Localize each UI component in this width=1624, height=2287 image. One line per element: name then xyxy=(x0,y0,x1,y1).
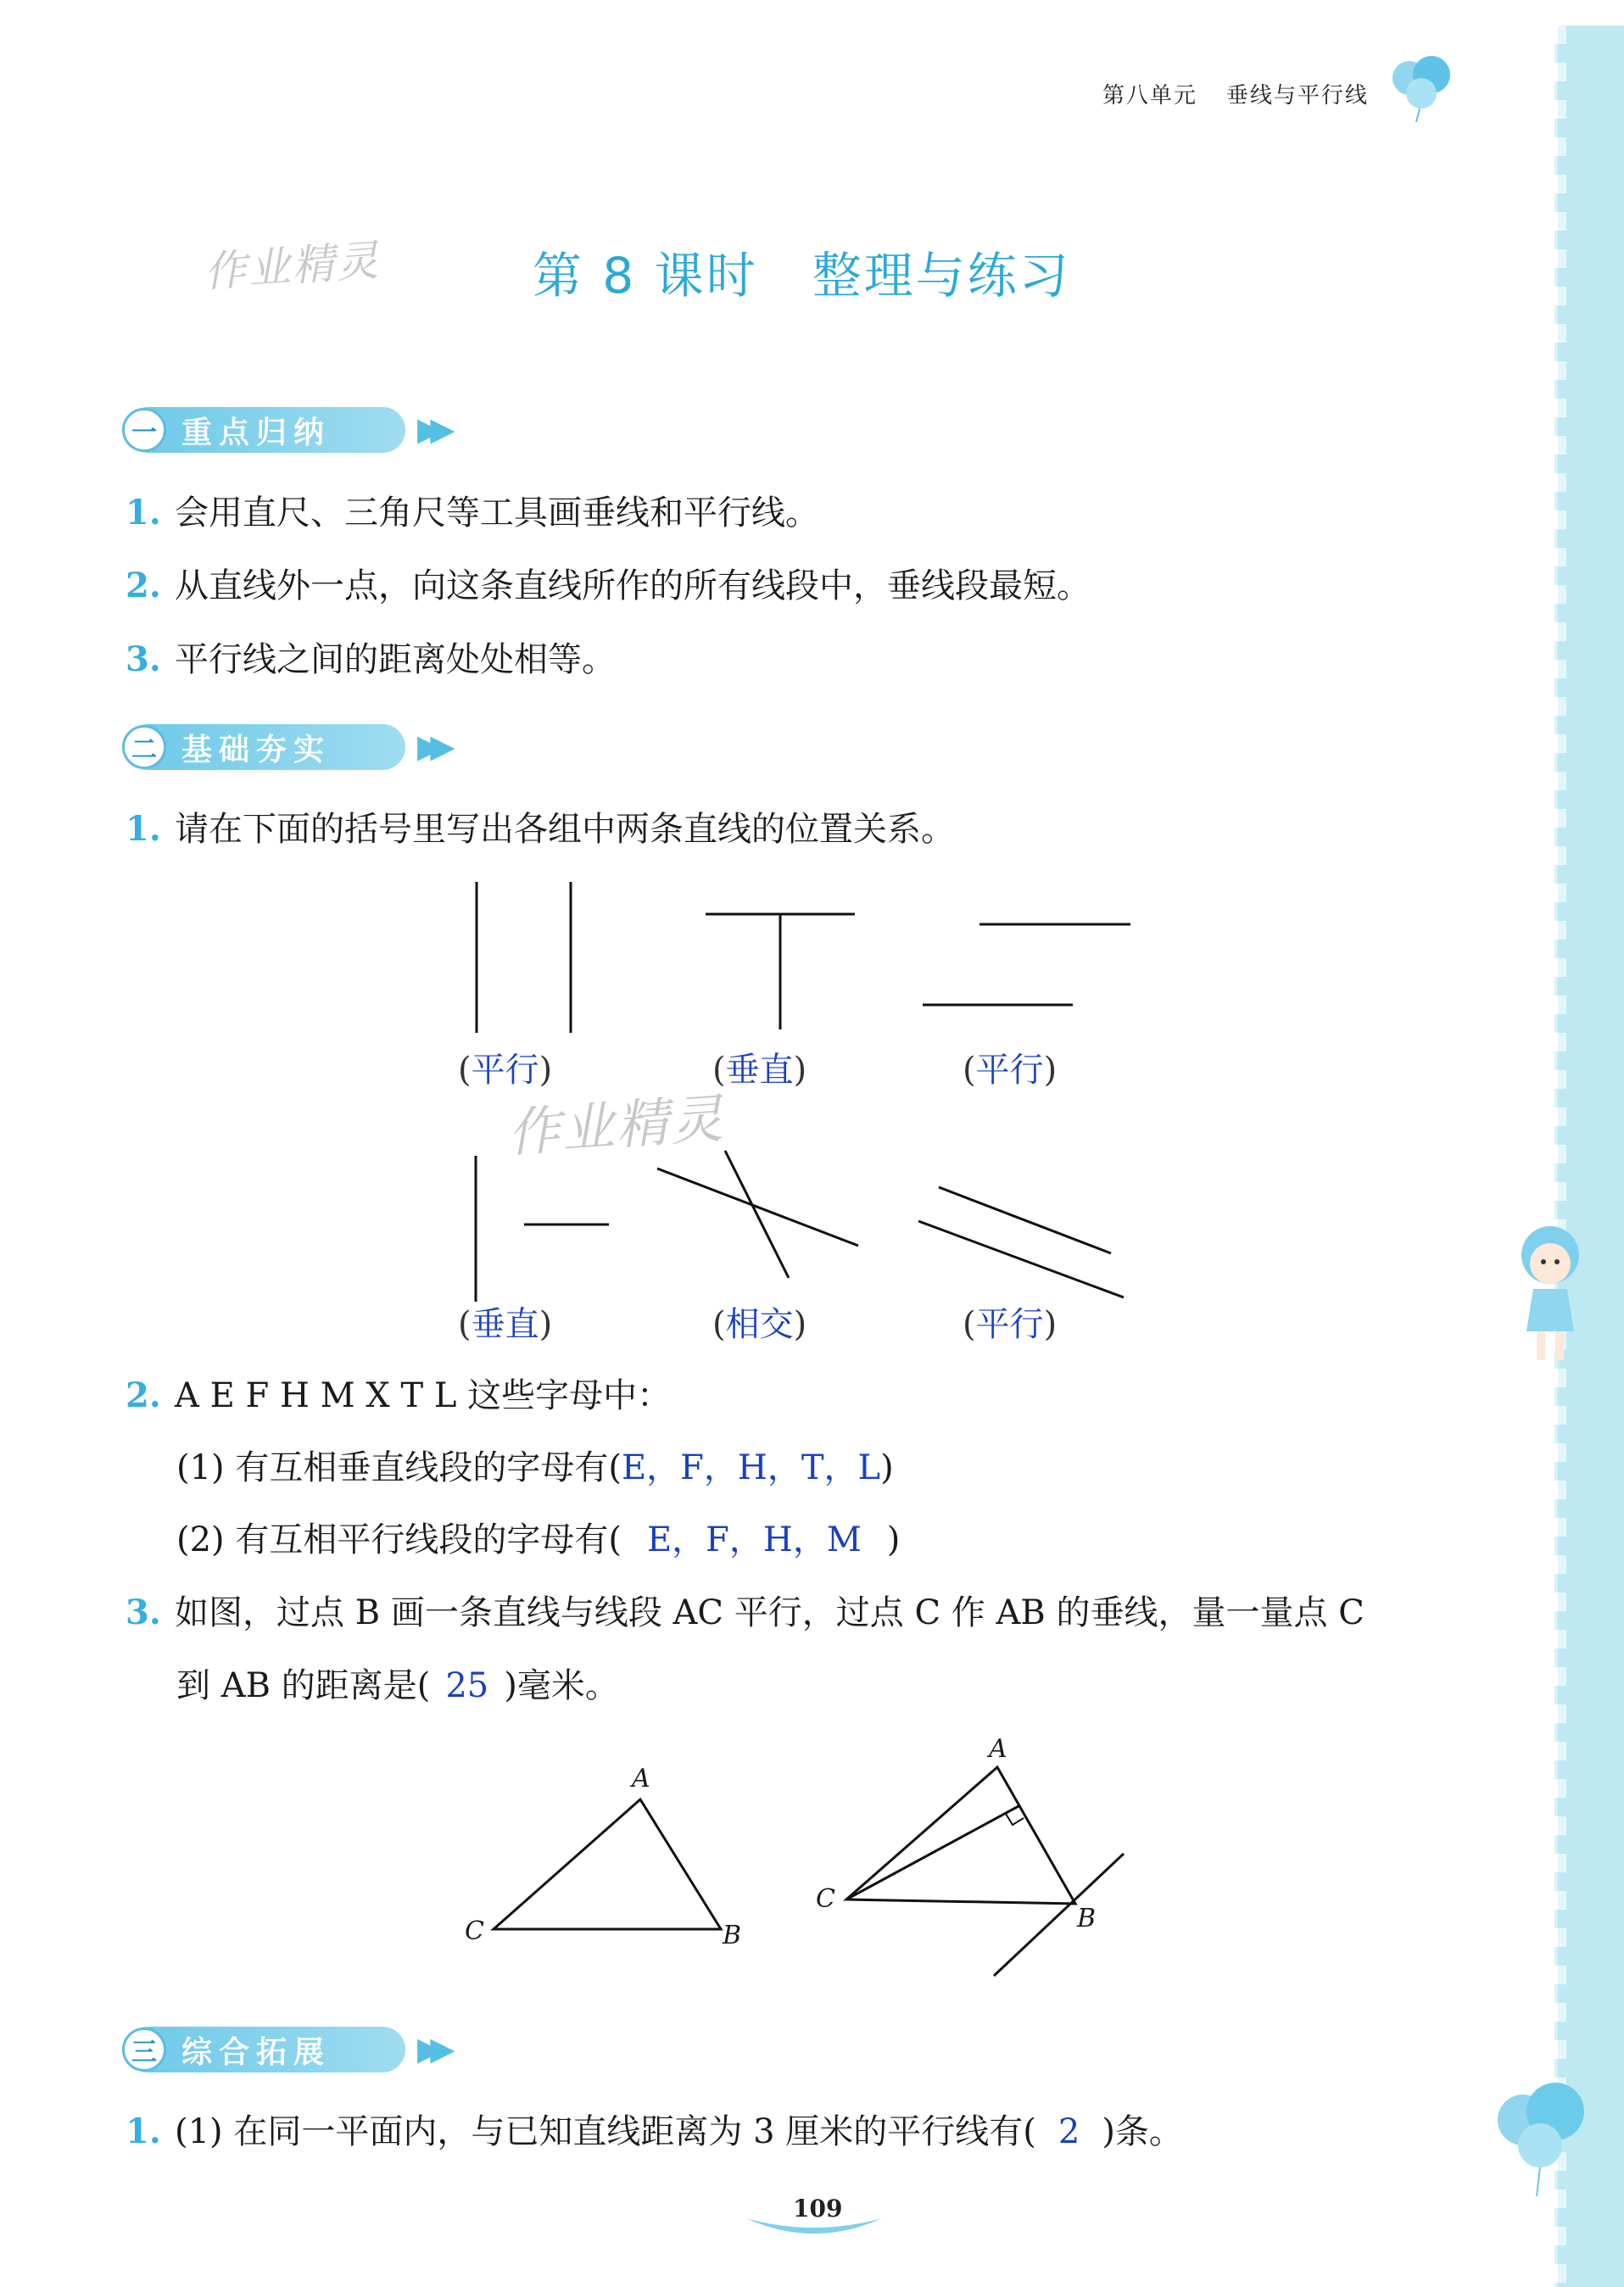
item-number: 1. xyxy=(126,493,161,533)
header-topic: 垂线与平行线 xyxy=(1226,83,1370,109)
answer-5: (相交) xyxy=(712,1305,807,1344)
section-label: 综合拓展 xyxy=(181,2034,332,2070)
answer-text: E，F，H，T，L xyxy=(621,1448,881,1487)
item-number: 3. xyxy=(126,639,161,679)
question-3-line-2: 到 AB 的距离是( 25 )毫米。 xyxy=(176,1666,619,1705)
section-number: 三 xyxy=(122,2028,166,2072)
page-number: 109 xyxy=(793,2195,843,2223)
watermark-top: 作业精灵 xyxy=(202,235,382,298)
question-text: 如图，过点 B 画一条直线与线段 AC 平行，过点 C 作 AB 的垂线，量一量点 C xyxy=(175,1593,1364,1632)
label-c-left: C xyxy=(465,1916,484,1946)
section-label: 基础夯实 xyxy=(181,732,332,767)
answer-text: 25 xyxy=(445,1666,489,1705)
question-number: 2. xyxy=(126,1375,161,1415)
cartoon-girl-illustration xyxy=(1508,1221,1593,1374)
double-arrow-icon: ▶▶ xyxy=(417,2030,444,2067)
label-b-right: B xyxy=(1077,1904,1097,1933)
item-text: 会用直尺、三角尺等工具画垂线和平行线。 xyxy=(175,494,819,533)
double-arrow-icon: ▶▶ xyxy=(417,410,444,448)
lesson-number: 第 8 课时 xyxy=(533,247,758,304)
lesson-name: 整理与练习 xyxy=(812,247,1071,304)
question-text: A E F H M X T L 这些字母中： xyxy=(175,1376,672,1415)
section-number: 二 xyxy=(122,725,166,769)
section-label: 重点归纳 xyxy=(181,415,332,450)
answer-6: (平行) xyxy=(963,1305,1058,1344)
question-number: 1. xyxy=(126,809,161,849)
question-2-part-1: (1) 有互相垂直线段的字母有(E，F，H，T，L) xyxy=(176,1448,894,1487)
label-c-right: C xyxy=(816,1884,835,1914)
triangle-left xyxy=(494,1799,721,1929)
question-number: 1. xyxy=(126,2111,161,2151)
question-2-part-2: (2) 有互相平行线段的字母有( E，F，H，M ) xyxy=(176,1520,901,1559)
label-a-right: A xyxy=(989,1734,1007,1764)
watermark-middle: 作业精灵 xyxy=(505,1087,727,1164)
label-a-left: A xyxy=(632,1764,650,1793)
item-text: 从直线外一点，向这条直线所作的所有线段中，垂线段最短。 xyxy=(175,566,1091,605)
answer-3: (平行) xyxy=(963,1051,1058,1090)
answer-2: (垂直) xyxy=(712,1051,807,1090)
balloon-cluster-icon xyxy=(1489,2078,1599,2205)
answer-1: (平行) xyxy=(458,1051,553,1090)
question-number: 3. xyxy=(126,1593,161,1632)
right-angle-mark xyxy=(1006,1814,1024,1825)
parallel-line-through-b xyxy=(994,1854,1124,1976)
perpendicular-from-c xyxy=(846,1806,1018,1899)
answer-text: 2 xyxy=(1058,2112,1080,2151)
header-unit: 第八单元 xyxy=(1102,83,1198,109)
item-number: 2. xyxy=(126,566,161,605)
answer-4: (垂直) xyxy=(458,1305,553,1344)
section-number: 一 xyxy=(122,408,166,452)
item-text: 平行线之间的距离处处相等。 xyxy=(175,640,616,679)
question-4: 1. (1) 在同一平面内，与已知直线距离为 3 厘米的平行线有( 2 )条。 xyxy=(126,2108,1183,2156)
question-text: 请在下面的括号里写出各组中两条直线的位置关系。 xyxy=(175,810,955,849)
triangle-right xyxy=(846,1767,1075,1904)
label-b-left: B xyxy=(723,1921,742,1950)
section-badge-3 xyxy=(126,2027,405,2072)
answer-text: E，F，H，M xyxy=(646,1520,862,1559)
double-arrow-icon: ▶▶ xyxy=(417,728,444,765)
